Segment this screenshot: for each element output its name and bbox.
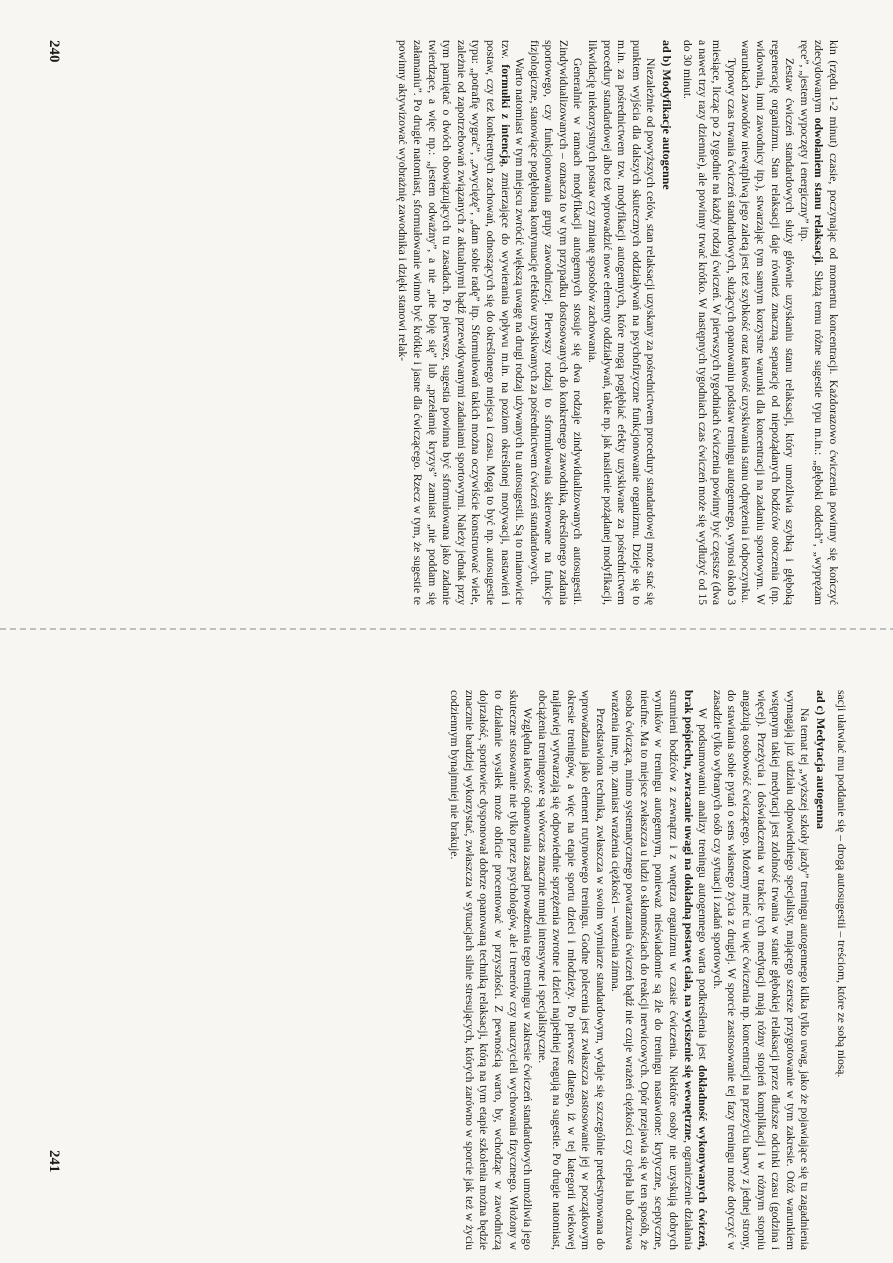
- paragraph: Przedstawiona technika, zwłaszcza w swoim wymiarze standardowym, wydaje się szczególnie predestynowana do wprowadzania jako element rutynowego treningu. Godne polecenia jest zwłaszcza zastosowanie jej w początkowym okresie treningów, a więc na etapie sportu dzieci i młodzieży. Po pierwsze dlatego, iż w tej kategorii wiekowej najłatwiej wytwarzają się odpowiednie sprzężenia zwrotne i dzieci najpełniej reagują na sugestie. Po drugie natomiast, obciążenia treningowe są wówczas znacznie mniej intensywne i specjalistyczne.: [535, 690, 608, 1250]
- paragraph: Względna łatwość opanowania zasad prowadzenia tego treningu w zakresie ćwiczeń standardowych umożliwia jego skuteczne stosowanie nie tylko przez psychologów, ale i trenerów czy nauczycieli wychowania fizycznego. Włożony w to działanie wysiłek może obficie procentować w przyszłości. Z pewnością warto, by, wchodząc w zawodniczą dojrzałość, sportowiec dysponował dobrze opanowaną techniką relaksacji, którą na tym etapie szkolenia można będzie znacznie bardziej wykorzystać, zwłaszcza w sytuacjach silnie stresujących, których zarówno w sporcie jak też w życiu codziennym bynajmniej nie brakuje.: [448, 690, 535, 1250]
- right-page: [447, 690, 848, 1250]
- paragraph: Typowy czas trwania ćwiczeń standardowych, służących opanowaniu podstaw treningu autogennego, wynosi około 3 miesiące, licząc po 2 tygodnie na każdy rodzaj ćwiczeń. W pierwszych tygodniach ćwiczenia powinny być częstsze (dwa a nawet trzy razy dziennie), ale powinny trwać krótko. W następnych tygodniach czas ćwiczeń może się wydłużyć od 15 do 30 minut.: [681, 40, 738, 605]
- paragraph: Na temat tej „wyższej szkoły jazdy” treningu autogennego kilka tylko uwag, jako że pojawiające się tu zagadnienia wymagają już udziału odpowiedniego specjalisty, mającego szersze przygotowanie w tym zakresie. Otóż warunkiem wstępnym takiej medytacji jest zdolność trwania w stanie głębokiej relaksacji przez dłuższe odcinki czasu (godzina i więcej). Przeżycia i doświadczenia w trakcie tych medytacji mają różny stopień komplikacji i w różnym stopniu angażują osobowość ćwiczącego. Możemy mieć tu więc ćwiczenia np. koncentracji na przeżyciu barwy z jednej strony, do stawiania sobie pytań o sens własnego życia z drugiej. W sporcie zastosowanie tej fazy treningu może dotyczyć w zasadzie tylko wybranych osób czy sytuacji i zadań sportowych.: [710, 690, 812, 1250]
- left-page: [395, 40, 840, 605]
- paragraph: sacji ułatwiać mu poddanie się – drogą autosugestii – treściom, które ze sobą niosą.: [835, 690, 848, 1078]
- page-fold: [0, 628, 893, 630]
- section-heading: ad c) Medytacja autogenna: [814, 690, 829, 829]
- page-number-right: 241: [46, 1150, 62, 1173]
- paragraph: Generalnie w ramach modyfikacji autogennych stosuje się dwa rodzaje zindywidualizowanych autosugestii. Zindywidualizowanych – oznacza to w tym przypadku dostosowanych do konkretnego zawodnika, określonego zadania sportowego, czy funkcjonowania grupy zawodniczej. Pierwszy rodzaj to sformułowania skierowane na funkcje fizjologiczne, stanowiące pogłębioną kontynuację efektów uzyskiwanych za pośrednictwem ćwiczeń standardowych.: [527, 40, 585, 605]
- section-heading: ad b) Modyfikacje autogenne: [660, 40, 675, 190]
- page-number-left: 240: [46, 40, 62, 63]
- paragraph: W podsumowaniu analizy treningu autogennego warta podkreślenia jest dokładność wykonywanych ćwiczeń, brak pośpiechu, zwracanie uwagi na dokładną postawę ciała, na wyciszenie się wewnętrzne, ograniczenie działania strumieni bodźców z zewnątrz i z wnętrza organizmu w czasie ćwiczenia. Niektóre osoby nie uzyskują dobrych wyników w treningu autogennym, ponieważ nieświadomie są źle do treningu nastawione: krytyczne, sceptyczne, nieufne. Ma to miejsce zwłaszcza u ludzi o skłonnościach do reakcji nerwicowych. Opór przejawia się w ten sposób, że osoba ćwicząca, mimo systematycznego powtarzania ćwiczeń bądź nie czuje wrażeń ciężkości czy ciepła lub odczuwa wrażenia inne, np. zamiast wrażenia ciężkości – wrażenia zimna.: [608, 690, 710, 1250]
- paragraph: Zestaw ćwiczeń standardowych służy głównie uzyskaniu stanu relaksacji, który umożliwia szybką i głęboką regenerację organizmu. Stan relaksacji daje również znaczną separację od niepożądanych bodźców otoczenia (np. widownia, inni zawodnicy itp.), stwarzając tym samym korzystne warunki dla koncentracji na zadaniu sportowym. W warunkach zawodów niewątpliwą jego zaletą jest też szybkość oraz łatwość uzyskiwania stanu odprężenia i odpoczynku.: [739, 40, 797, 605]
- paragraph: kin (rzędu 1-2 minut) czasie, poczynając od momentu koncentracji. Każdorazowo ćwiczenia powinny się kończyć zdecydowanym odwołaniem stanu relaksacji. Służą temu różne sugestie typu m.in.: „głęboki oddech”, „wyprężam ręce”, „jestem wypoczęty i energiczny” itp.: [797, 40, 840, 606]
- paragraph: Niezależnie od powyższych celów, stan relaksacji uzyskany za pośrednictwem procedury standardowej może stać się punktem wyjścia dla dalszych skutecznych oddziaływań na psychofizyczne funkcjonowanie organizmu. Dzieje się to m.in. za pośrednictwem tzw. modyfikacji autogennych, które mogą pogłębiać efekty uzyskiwane za pośrednictwem procedury standardowej albo też wprowadzić nowe elementy oddziaływań, takie np. jak nasilenie pożądanej modyfikacji, likwidację niekorzystnych postaw czy zmianę sposobów zachowania.: [586, 40, 658, 605]
- paragraph: Warto natomiast w tym miejscu zwrócić większą uwagę na drugi rodzaj używanych tu autosugestii. Są to mianowicie tzw. formułki z intencją, zmierzające do wywierania wpływu m.in. na poziom określonej motywacji, nastawień i postaw, czy też konkretnych zachowań, odnoszących się do określonego miejsca i czasu. Mogą to być np. autosugestie typu: „potrafię wygrać”, „zwyciężę”, „dam sobie radę” itp. Sformułowań takich można oczywiście konstruować wiele, zależnie od zapotrzebowań związanych z aktualnymi bądź przewidywanymi zadaniami sportowymi. Należy jednak przy tym pamiętać o dwóch obowiązujących tu zasadach. Po pierwsze, sugestia powinna być sformułowana jako zadanie twierdzące, a więc np.: „jestem odważny”, a nie „nie boję się” lub „przełamię kryzys” zamiast „nie poddam się załamaniu”. Po drugie natomiast, sformułowanie winno być krótkie i jasne dla ćwiczącego. Rzecz w tym, że sugestie te powinny aktywizować wyobrażnię zawodnika i dzięki stanowi relak-: [396, 40, 527, 605]
